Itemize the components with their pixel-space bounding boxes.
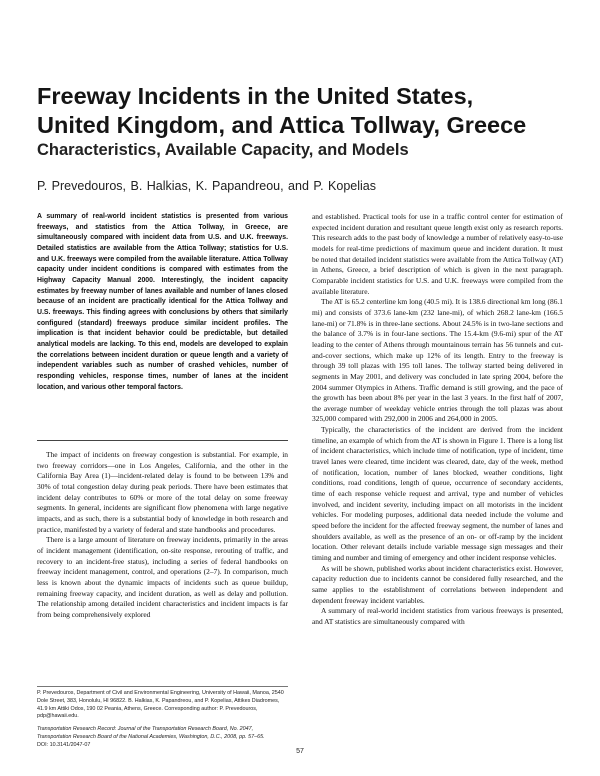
body-paragraph: There is a large amount of literature on freeway incidents, primarily in the areas of incident management (identification, on-site response, rerouting of traffic, and recovery to an incident-free status), including a series of federal handbooks on freeway incident management, control, and operations (2–7). In comparison, much less is known about the dynamic impacts of incidents such as queue buildup, remaining freeway capacity, and incident duration, as well as delay and pollution. The relationship among detailed incident characteristics and incident impacts is far from being comprehensively explored: [37, 535, 288, 619]
body-paragraph: and established. Practical tools for use in a traffic control center for estimation of expected incident duration and resultant queue length exist only as research reports. This research adds to the past body of knowledge a number of relatively easy-to-use models for real-time predictions of maximum queue and incident duration. It must be noted that detailed incident statistics were available from the Attica Tollway (AT) in Athens, Greece, a brief description of which is given in the next paragraph. Comparable incident statistics for U.S. and U.K. freeways were compiled from the available literature.: [312, 212, 563, 296]
right-column-body: [312, 212, 563, 628]
abstract-divider: [37, 440, 288, 441]
article-title: [37, 82, 577, 140]
title-line-2: United Kingdom, and Attica Tollway, Greece: [37, 112, 527, 138]
author-list: P. Prevedouros, B. Halkias, K. Papandreou, and P. Kopelias: [37, 179, 376, 193]
journal-citation: Transportation Research Record: Journal of the Transportation Research Board, No. 2047, Transportation Research Board of the National Academies, Washington, D.C., 2008, pp. 57–65.: [37, 726, 265, 740]
author-affiliation: P. Prevedouros, Department of Civil and Environmental Engineering, University of Hawaii, Manoa, 2540 Dole Street, 383, Honolulu, HI 96822. B. Halkias, K. Papandreou, and P. Kopelias, Attikes Diadromes, 41.9 km Attiki Odos, 190 02 Peania, Athens, Greece. Corresponding author: P. Prevedouros, pdp@hawaii.edu.: [37, 690, 284, 720]
abstract: A summary of real-world incident statistics is presented from various freeways, and statistics from the Attica Tollway, in Greece, are simultaneously compared with incident data from U.S. and U.K. freeways. Detailed statistics are available from the Attica Tollway; statistics for U.S. and U.K. freeways were compiled from the available literature. Attica Tollway capacity under incident conditions is compared with estimates from the Highway Capacity Manual 2000. Interestingly, the incident capacity estimates by freeway number of lanes available and number of lanes closed because of an incident are practically identical for the Attica Tollway and U.S. freeways. This finding agrees with conclusions by others that similarly configured (standard) freeways produce similar incident profiles. The implication is that incident behavior could be predictable, but detailed analytical models are lacking. To this end, models are developed to explain the correlations between incident duration or queue length and a variety of independent variables such as number of crashed vehicles, number of responding vehicles, response times, number of lanes at the incident location, and various other temporal factors.: [37, 213, 288, 391]
footnote-divider: [37, 686, 288, 687]
left-column-body: [37, 450, 288, 621]
doi: DOI: 10.3141/2047-07: [37, 741, 91, 748]
body-paragraph: The impact of incidents on freeway congestion is substantial. For example, in two freeway corridors—one in Los Angeles, California, and the other in the California Bay Area (1)—incident-related delay is found to be between 13% and 30% of total congestion delay during peak periods. There have been estimates that incident delay contributes to 60% or more of the total delay on some freeway segments. In general, incidents are significant flow phenomena with large negative impacts, and as such, there is a substantial body of knowledge in both research and practice, manifested by a variety of federal and state handbooks and procedures.: [37, 450, 288, 534]
footnote: [37, 690, 288, 750]
body-paragraph: As will be shown, published works about incident characteristics exist. However, capacity reduction due to incidents cannot be considered fully researched, and the same applies to the establishment of correlations between independent and dependent freeway incident variables.: [312, 563, 563, 605]
title-line-1: Freeway Incidents in the United States,: [37, 83, 474, 109]
body-paragraph: Typically, the characteristics of the incident are derived from the incident timeline, an example of which from the AT is shown in Figure 1. There is a long list of incident characteristics, which include time of notification, type of incident, time travel lanes were cleared, time incident was cleared, date, day of the week, method of notification, location, number of lanes blocked, weather conditions, light conditions, road conditions, length of queue, occurrence of secondary accidents, time of each response vehicle request and arrival, type and number of vehicles involved, and incident severity, including impact on all motorists in the incident vehicles. For modeling purposes, additional data needed include the volume and speed before the incident for the affected freeway segment, the number of lanes and shoulders available, as well as the presence of an on- or off-ramp by the incident location. Other relevant details include variable message sign messages and their timing and number and timing of emergency and other incident response vehicles.: [312, 425, 563, 562]
body-paragraph: A summary of real-world incident statistics from various freeways is presented, and AT statistics are simultaneously compared with: [312, 606, 563, 626]
page-number: 57: [296, 748, 304, 755]
article-subtitle: Characteristics, Available Capacity, and Models: [37, 141, 409, 159]
body-paragraph: The AT is 65.2 centerline km long (40.5 mi). It is 138.6 directional km long (86.1 mi) and consists of 373.6 lane-km (232 lane-mi), of which 268.2 lane-km (166.5 lane-mi) or 71.8% is in three-lane sections. About 24.5% is in two-lane sections and the balance of 3.7% is in four-lane sections. The 15.4-km (9.6-mi) spur of the AT leading to the center of Athens through mountainous terrain has 56 tunnels and cut-and-cover sections, which make up 12% of its length. Entry to the freeway is through 39 toll plazas with 195 toll lanes. The tollway started being delivered in segments in May 2001, and delivery was concluded in late spring 2004, before the 2004 summer Olympics in Athens. Traffic demand is still growing, and the pace of the growth has been about 8% per year in the last 3 years. In the first half of 2007, the average number of weekday vehicle entries through the toll plazas was about 325,000 compared with 292,000 in 2006 and 264,000 in 2005.: [312, 297, 563, 424]
